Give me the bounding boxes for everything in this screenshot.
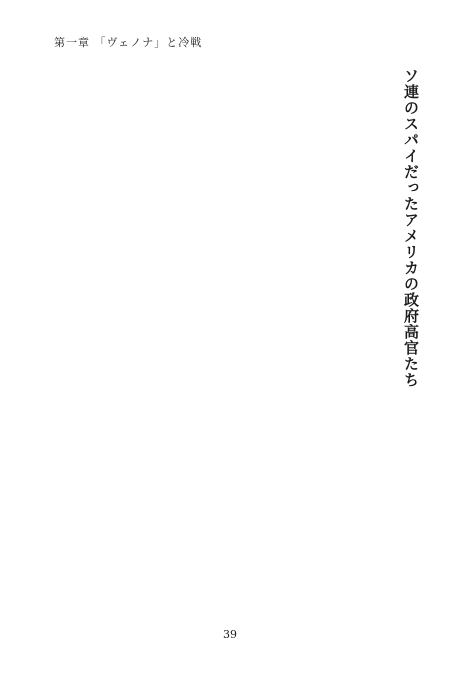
text-column [374,68,385,596]
text-column [183,68,194,596]
text-column [339,68,350,596]
text-column [287,68,298,596]
text-column [79,68,90,596]
text-column [149,68,160,596]
text-column [131,68,142,596]
page-number: 39 [223,628,237,641]
text-column [166,68,177,596]
text-column [114,68,125,596]
text-column [97,68,108,596]
text-column [270,68,281,596]
text-column [235,68,246,596]
text-column [218,68,229,596]
text-column [62,68,73,596]
text-column [322,68,333,596]
text-column [201,68,212,596]
text-column [253,68,264,596]
running-head: 第一章 「ヴェノナ」と冷戦 [54,36,203,49]
text-column [356,68,367,596]
section-heading: ソ連のスパイだったアメリカの政府高官たち [402,68,420,388]
body-text [62,68,422,596]
text-column [304,68,315,596]
